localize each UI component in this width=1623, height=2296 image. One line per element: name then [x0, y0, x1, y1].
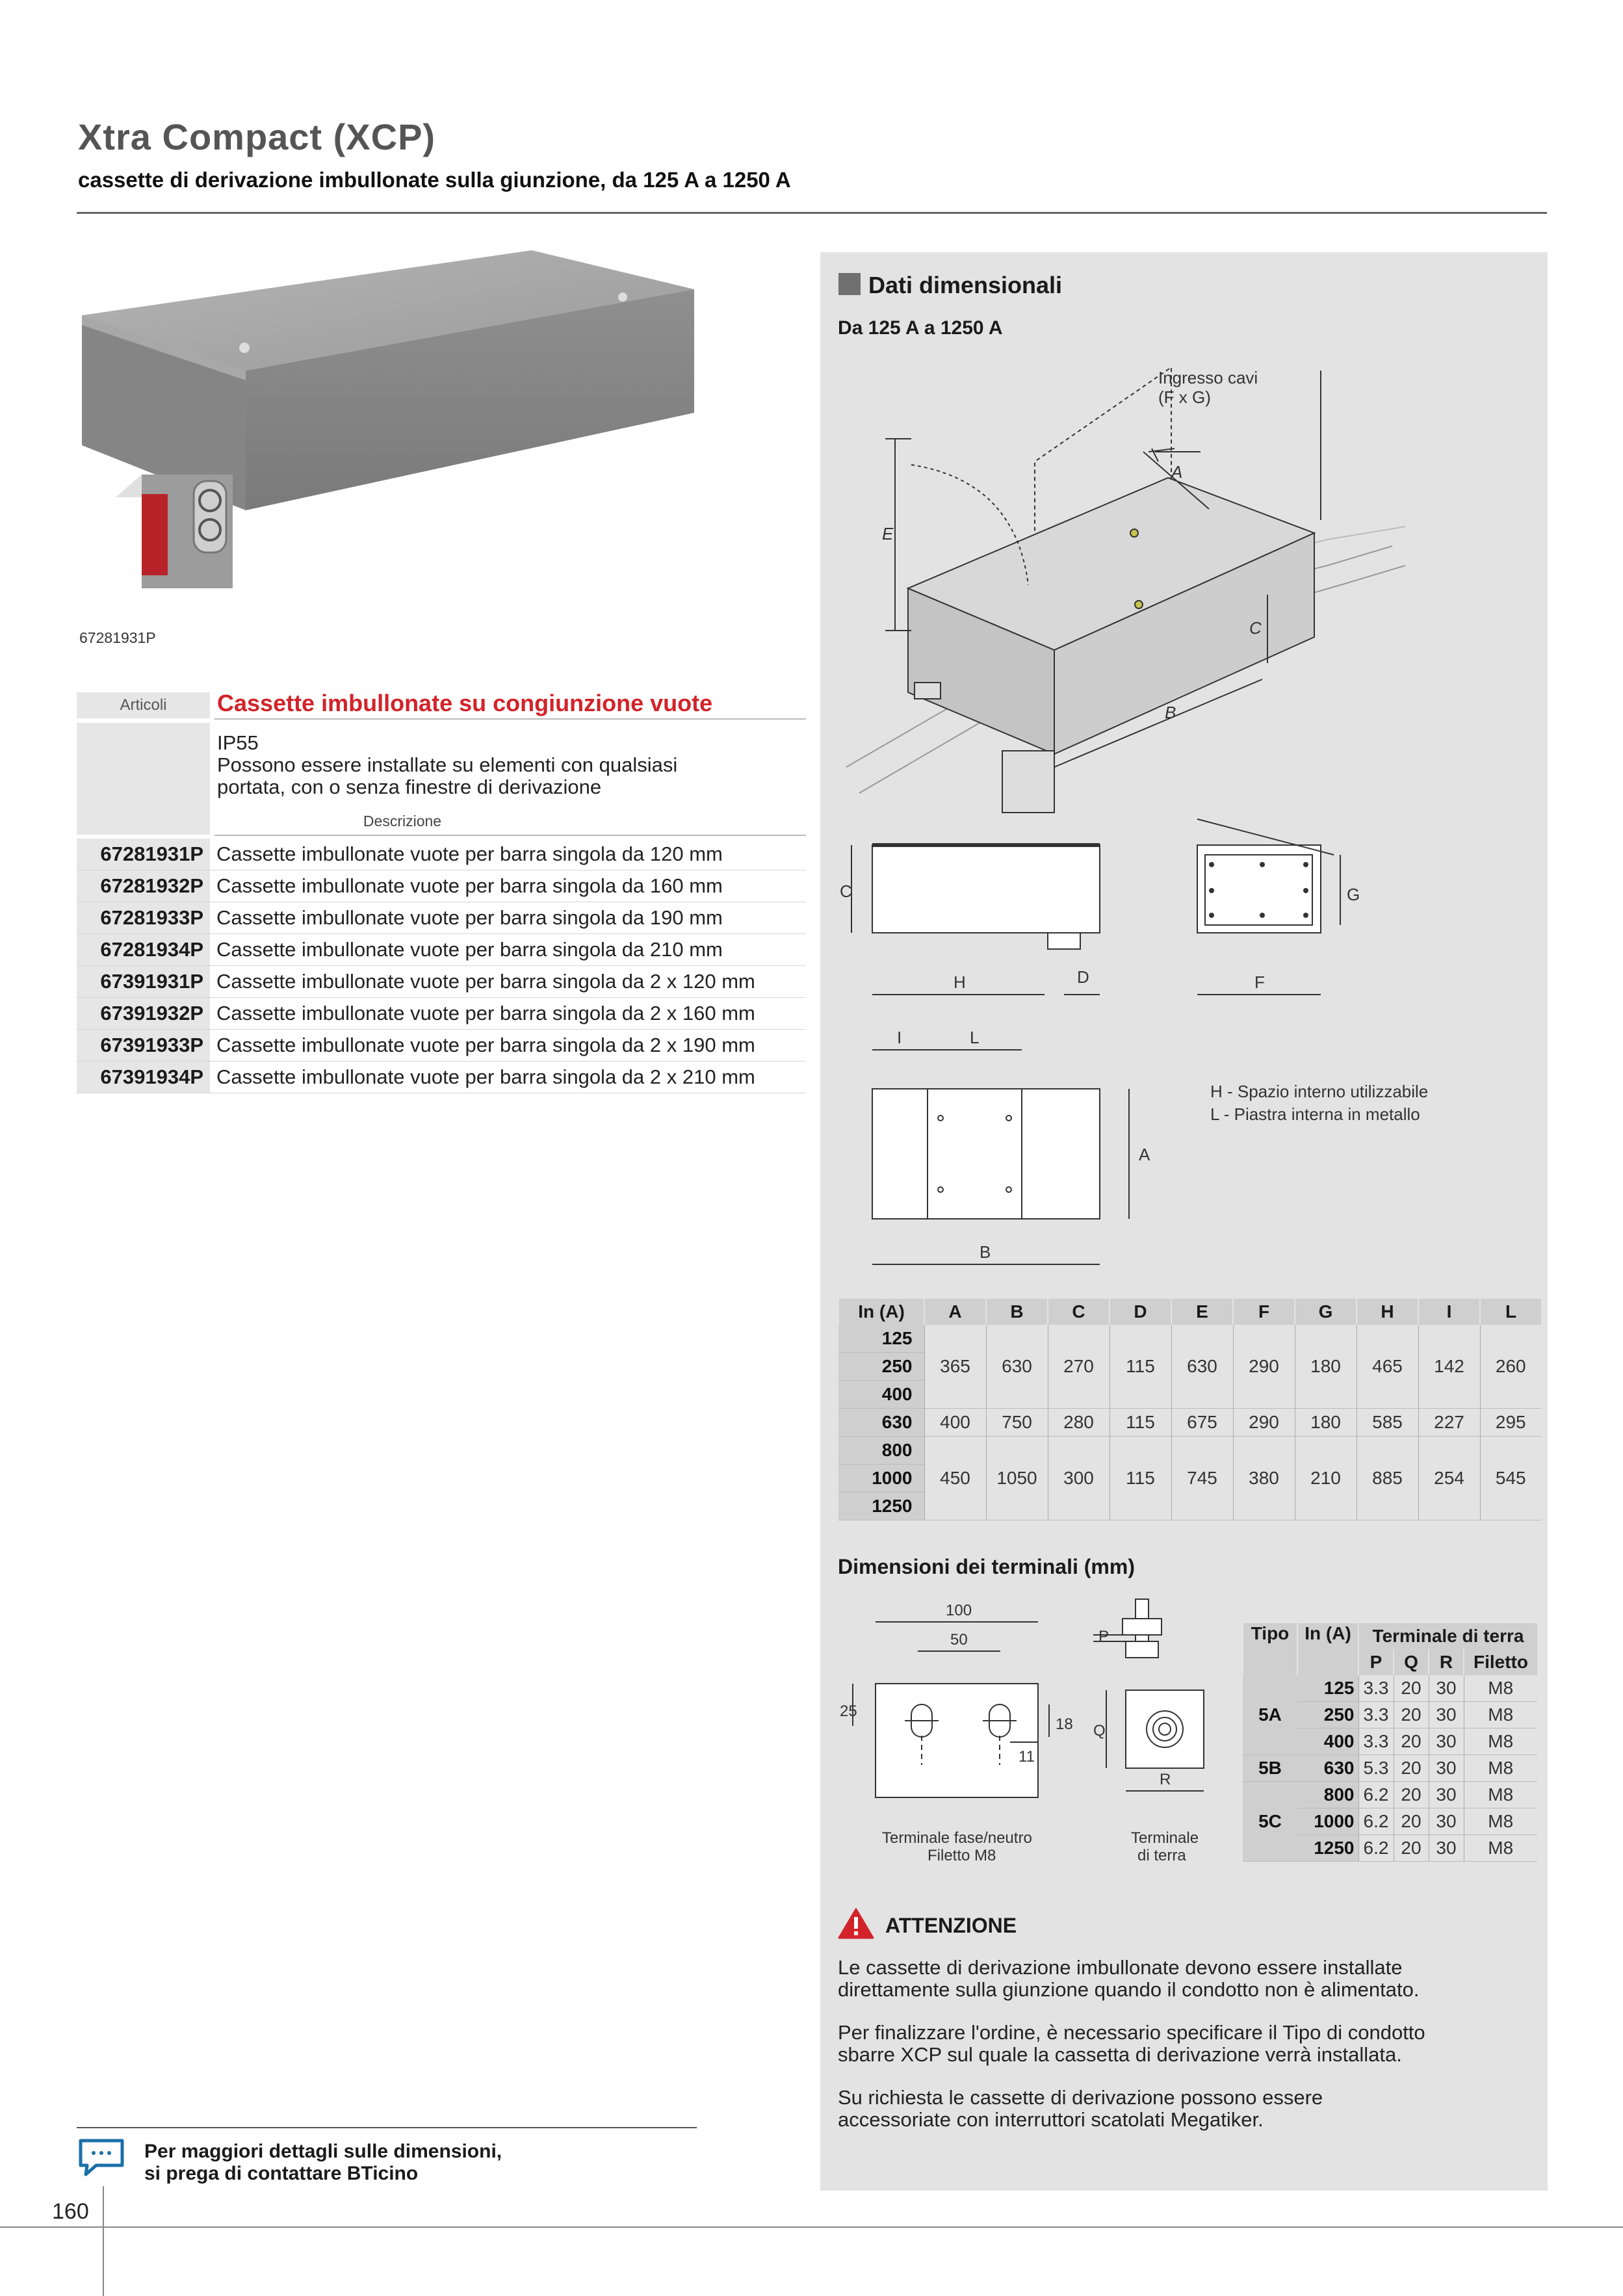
- term-row: [1243, 1782, 1537, 1808]
- dim-cell: 115: [1110, 1437, 1171, 1520]
- term-in: 1250: [1297, 1835, 1358, 1862]
- attention-line: Su richiesta le cassette di derivazione possono essere: [838, 2086, 1323, 2109]
- note-divider: [77, 2127, 697, 2128]
- warning-icon: [838, 1907, 874, 1940]
- term-q: 20: [1394, 1729, 1429, 1755]
- top-view: [872, 1050, 1129, 1264]
- article-desc: Cassette imbullonate vuote per barra singola da 2 x 210 mm: [216, 1065, 755, 1088]
- articles-list: [77, 839, 806, 1093]
- dim-cell: 630: [1171, 1325, 1233, 1409]
- description-header: Descrizione: [363, 813, 442, 829]
- term-header-terra: Terminale di terra: [1358, 1623, 1537, 1649]
- tipo-cell: 5A: [1243, 1675, 1297, 1755]
- dim-header: B: [986, 1299, 1048, 1325]
- top-label-i: I: [897, 1028, 902, 1047]
- article-desc: Cassette imbullonate vuote per barra singola da 160 mm: [216, 874, 723, 897]
- tipo-cell: 5C: [1243, 1782, 1297, 1862]
- dim-cell: 180: [1295, 1325, 1357, 1409]
- term-p: 6.2: [1358, 1808, 1394, 1835]
- top-label-b: B: [980, 1242, 991, 1262]
- article-code: 67391934P: [77, 1062, 210, 1093]
- term-header-in: In (A): [1297, 1623, 1358, 1675]
- iso-label-cable-entry-2: (F x G): [1158, 387, 1211, 407]
- article-code: 67281932P: [77, 870, 210, 902]
- dim-cell: 290: [1233, 1409, 1295, 1437]
- current-cell: 1250: [838, 1493, 924, 1520]
- term-r: 30: [1429, 1835, 1464, 1862]
- dim-cell: 300: [1048, 1437, 1110, 1520]
- current-cell: 630: [838, 1409, 924, 1437]
- term-p: 6.2: [1358, 1782, 1394, 1808]
- term-row: [1243, 1755, 1537, 1782]
- dim-cell: 745: [1171, 1437, 1233, 1520]
- front-label-f: F: [1254, 972, 1265, 992]
- term-subheader: P: [1358, 1649, 1394, 1675]
- term-in: 1000: [1297, 1808, 1358, 1835]
- dim-header: G: [1295, 1299, 1357, 1325]
- term-r: 30: [1429, 1675, 1464, 1702]
- attention-line: direttamente sulla giunzione quando il condotto non è alimentato.: [838, 1978, 1420, 2001]
- top-label-a: A: [1139, 1145, 1150, 1164]
- term-thread: M8: [1464, 1702, 1537, 1729]
- term-subheader: R: [1429, 1649, 1464, 1675]
- article-code: 67281931P: [77, 839, 210, 870]
- articles-intro: [217, 732, 789, 798]
- dim-header: F: [1233, 1299, 1295, 1325]
- term-in: 250: [1297, 1702, 1358, 1729]
- intro-line-1: Possono essere installate su elementi con qualsiasi: [217, 753, 678, 776]
- caption-2b: di terra: [1137, 1847, 1186, 1864]
- term-thread: M8: [1464, 1755, 1537, 1782]
- articles-divider: [214, 718, 806, 720]
- term-p: 3.3: [1358, 1702, 1394, 1729]
- article-code: 67391933P: [77, 1030, 210, 1061]
- dim-cell: 1050: [986, 1437, 1048, 1520]
- article-desc: Cassette imbullonate vuote per barra singola da 210 mm: [216, 938, 723, 961]
- current-cell: 800: [838, 1437, 924, 1465]
- article-desc: Cassette imbullonate vuote per barra singola da 2 x 120 mm: [216, 970, 755, 993]
- front-view: [1197, 819, 1340, 995]
- ip-rating: IP55: [217, 731, 259, 754]
- dim-row: [838, 1325, 1541, 1353]
- article-row: [77, 934, 806, 966]
- dim-cell: 585: [1357, 1409, 1418, 1437]
- dim-25: 25: [840, 1702, 857, 1720]
- terminals-heading: Dimensioni dei terminali (mm): [838, 1555, 1135, 1578]
- term-thread: M8: [1464, 1808, 1537, 1835]
- term-in: 400: [1297, 1729, 1358, 1755]
- dim-r: R: [1160, 1771, 1171, 1788]
- current-cell: 125: [838, 1325, 924, 1353]
- term-in: 630: [1297, 1755, 1358, 1782]
- speech-bubble-icon: [77, 2137, 126, 2178]
- dim-header: D: [1110, 1299, 1171, 1325]
- iso-label-e: E: [882, 524, 894, 543]
- side-label-h: H: [954, 972, 966, 992]
- term-r: 30: [1429, 1782, 1464, 1808]
- tipo-cell: 5B: [1243, 1755, 1297, 1782]
- attention-heading: ATTENZIONE: [885, 1914, 1017, 1937]
- dim-header: H: [1357, 1299, 1418, 1325]
- dim-cell: 885: [1357, 1437, 1418, 1520]
- iso-label-cable-entry: Ingresso cavi: [1158, 368, 1258, 387]
- dim-cell: 180: [1295, 1409, 1357, 1437]
- section-square-icon: [838, 273, 861, 295]
- term-subheader: Filetto: [1464, 1649, 1537, 1675]
- term-p: 6.2: [1358, 1835, 1394, 1862]
- dim-cell: 295: [1480, 1409, 1541, 1437]
- dim-100: 100: [946, 1602, 972, 1619]
- article-row: [77, 998, 806, 1030]
- dim-50: 50: [950, 1631, 968, 1649]
- iso-label-c: C: [1249, 618, 1262, 638]
- term-in: 800: [1297, 1782, 1358, 1808]
- dim-cell: 450: [924, 1437, 986, 1520]
- article-desc: Cassette imbullonate vuote per barra singola da 120 mm: [216, 842, 723, 865]
- attention-paragraph-3: [838, 2087, 1527, 2131]
- dim-cell: 115: [1110, 1325, 1171, 1409]
- dim-cell: 365: [924, 1325, 986, 1409]
- dimension-table: [838, 1299, 1541, 1520]
- term-subheader: Q: [1394, 1649, 1429, 1675]
- term-header-row: [1243, 1623, 1537, 1649]
- article-row: [77, 839, 806, 870]
- article-desc: Cassette imbullonate vuote per barra singola da 190 mm: [216, 906, 723, 929]
- legend-l: L - Piastra interna in metallo: [1210, 1104, 1420, 1124]
- current-cell: 250: [838, 1353, 924, 1381]
- term-q: 20: [1394, 1782, 1429, 1808]
- term-row: [1243, 1675, 1537, 1702]
- dim-p: P: [1098, 1628, 1110, 1645]
- term-q: 20: [1394, 1755, 1429, 1782]
- dim-header: I: [1418, 1299, 1480, 1325]
- caption-1a: Terminale fase/neutro: [882, 1829, 1032, 1847]
- dim-q: Q: [1093, 1722, 1106, 1740]
- page-number: 160: [52, 2199, 89, 2224]
- dim-row: [838, 1409, 1541, 1437]
- iso-label-a: A: [1171, 462, 1183, 482]
- top-label-l: L: [970, 1028, 980, 1047]
- attention-paragraph-1: [838, 1957, 1527, 2001]
- dim-cell: 465: [1357, 1325, 1418, 1409]
- isometric-view: [846, 367, 1405, 813]
- dim-cell: 545: [1480, 1437, 1541, 1520]
- term-p: 5.3: [1358, 1755, 1394, 1782]
- dim-cell: 630: [986, 1325, 1048, 1409]
- article-code: 67281933P: [77, 902, 210, 933]
- dim-cell: 270: [1048, 1325, 1110, 1409]
- side-label-d: D: [1077, 967, 1089, 987]
- dim-18: 18: [1056, 1715, 1073, 1733]
- dim-header: C: [1048, 1299, 1110, 1325]
- footer-vertical-rule: [103, 2186, 104, 2296]
- dim-cell: 210: [1295, 1437, 1357, 1520]
- legend-h: H - Spazio interno utilizzabile: [1210, 1082, 1429, 1101]
- dim-cell: 115: [1110, 1409, 1171, 1437]
- terminal-table: [1242, 1623, 1537, 1862]
- dimension-drawings: [820, 351, 1548, 1274]
- articles-side-block: [77, 723, 210, 835]
- note-line-2: si prega di contattare BTicino: [144, 2163, 419, 2184]
- dim-cell: 142: [1418, 1325, 1480, 1409]
- term-r: 30: [1429, 1702, 1464, 1729]
- dim-row: [838, 1437, 1541, 1465]
- article-desc: Cassette imbullonate vuote per barra singola da 2 x 190 mm: [216, 1034, 755, 1056]
- term-q: 20: [1394, 1675, 1429, 1702]
- articles-label: Articoli: [77, 692, 210, 718]
- articles-title: Cassette imbullonate su congiunzione vuote: [217, 690, 713, 716]
- dim-cell: 260: [1480, 1325, 1541, 1409]
- header-divider: [77, 212, 1547, 214]
- attention-line: Per finalizzare l'ordine, è necessario specificare il Tipo di condotto: [838, 2021, 1425, 2044]
- dim-cell: 380: [1233, 1437, 1295, 1520]
- footer-rule: [0, 2226, 1623, 2228]
- dim-cell: 675: [1171, 1409, 1233, 1437]
- dim-header: E: [1171, 1299, 1233, 1325]
- term-thread: M8: [1464, 1782, 1537, 1808]
- panel-subheading: Da 125 A a 1250 A: [838, 317, 1003, 339]
- attention-line: accessoriate con interruttori scatolati Megatiker.: [838, 2108, 1264, 2131]
- product-photo: [77, 250, 701, 614]
- article-row: [77, 902, 806, 934]
- article-code: 67391931P: [77, 966, 210, 997]
- intro-line-2: portata, con o senza finestre di derivazione: [217, 776, 602, 798]
- article-row: [77, 1030, 806, 1062]
- side-label-c: C: [840, 881, 852, 901]
- article-desc: Cassette imbullonate vuote per barra singola da 2 x 160 mm: [216, 1002, 755, 1024]
- term-thread: M8: [1464, 1835, 1537, 1862]
- article-code: 67391932P: [77, 998, 210, 1029]
- term-q: 20: [1394, 1808, 1429, 1835]
- attention-paragraph-2: [838, 2022, 1527, 2066]
- attention-line: sbarre XCP sul quale la cassetta di derivazione verrà installata.: [838, 2043, 1402, 2066]
- dim-cell: 400: [924, 1409, 986, 1437]
- dim-header: A: [924, 1299, 986, 1325]
- contact-note: [144, 2141, 502, 2185]
- dim-header: In (A): [838, 1299, 924, 1325]
- current-cell: 1000: [838, 1465, 924, 1493]
- term-p: 3.3: [1358, 1675, 1394, 1702]
- dim-header-row: [838, 1299, 1541, 1325]
- dim-cell: 227: [1418, 1409, 1480, 1437]
- article-row: [77, 966, 806, 998]
- page-subtitle: cassette di derivazione imbullonate sulla giunzione, da 125 A a 1250 A: [78, 168, 791, 192]
- term-header-tipo: Tipo: [1243, 1623, 1297, 1675]
- front-label-g: G: [1347, 885, 1360, 904]
- attention-line: Le cassette di derivazione imbullonate devono essere installate: [838, 1956, 1403, 1979]
- article-row: [77, 1062, 806, 1093]
- term-thread: M8: [1464, 1675, 1537, 1702]
- term-q: 20: [1394, 1835, 1429, 1862]
- term-r: 30: [1429, 1808, 1464, 1835]
- articles-divider-2: [214, 835, 806, 836]
- dim-11: 11: [1019, 1748, 1035, 1766]
- article-row: [77, 870, 806, 902]
- panel-heading: Dati dimensionali: [868, 272, 1063, 298]
- article-code: 67281934P: [77, 934, 210, 965]
- dim-header: L: [1480, 1299, 1541, 1325]
- dim-cell: 750: [986, 1409, 1048, 1437]
- caption-2a: Terminale: [1131, 1829, 1199, 1847]
- term-p: 3.3: [1358, 1729, 1394, 1755]
- page-title: Xtra Compact (XCP): [78, 116, 436, 157]
- note-line-1: Per maggiori dettagli sulle dimensioni,: [144, 2141, 502, 2162]
- dim-cell: 290: [1233, 1325, 1295, 1409]
- terminal-drawings: [820, 1586, 1236, 1885]
- term-q: 20: [1394, 1702, 1429, 1729]
- dim-cell: 254: [1418, 1437, 1480, 1520]
- iso-label-b: B: [1165, 703, 1176, 722]
- term-r: 30: [1429, 1755, 1464, 1782]
- photo-code: 67281931P: [79, 629, 156, 646]
- term-thread: M8: [1464, 1729, 1537, 1755]
- term-r: 30: [1429, 1729, 1464, 1755]
- side-view: [851, 845, 1100, 995]
- dim-cell: 280: [1048, 1409, 1110, 1437]
- current-cell: 400: [838, 1381, 924, 1409]
- caption-1b: Filetto M8: [928, 1847, 996, 1864]
- term-in: 125: [1297, 1675, 1358, 1702]
